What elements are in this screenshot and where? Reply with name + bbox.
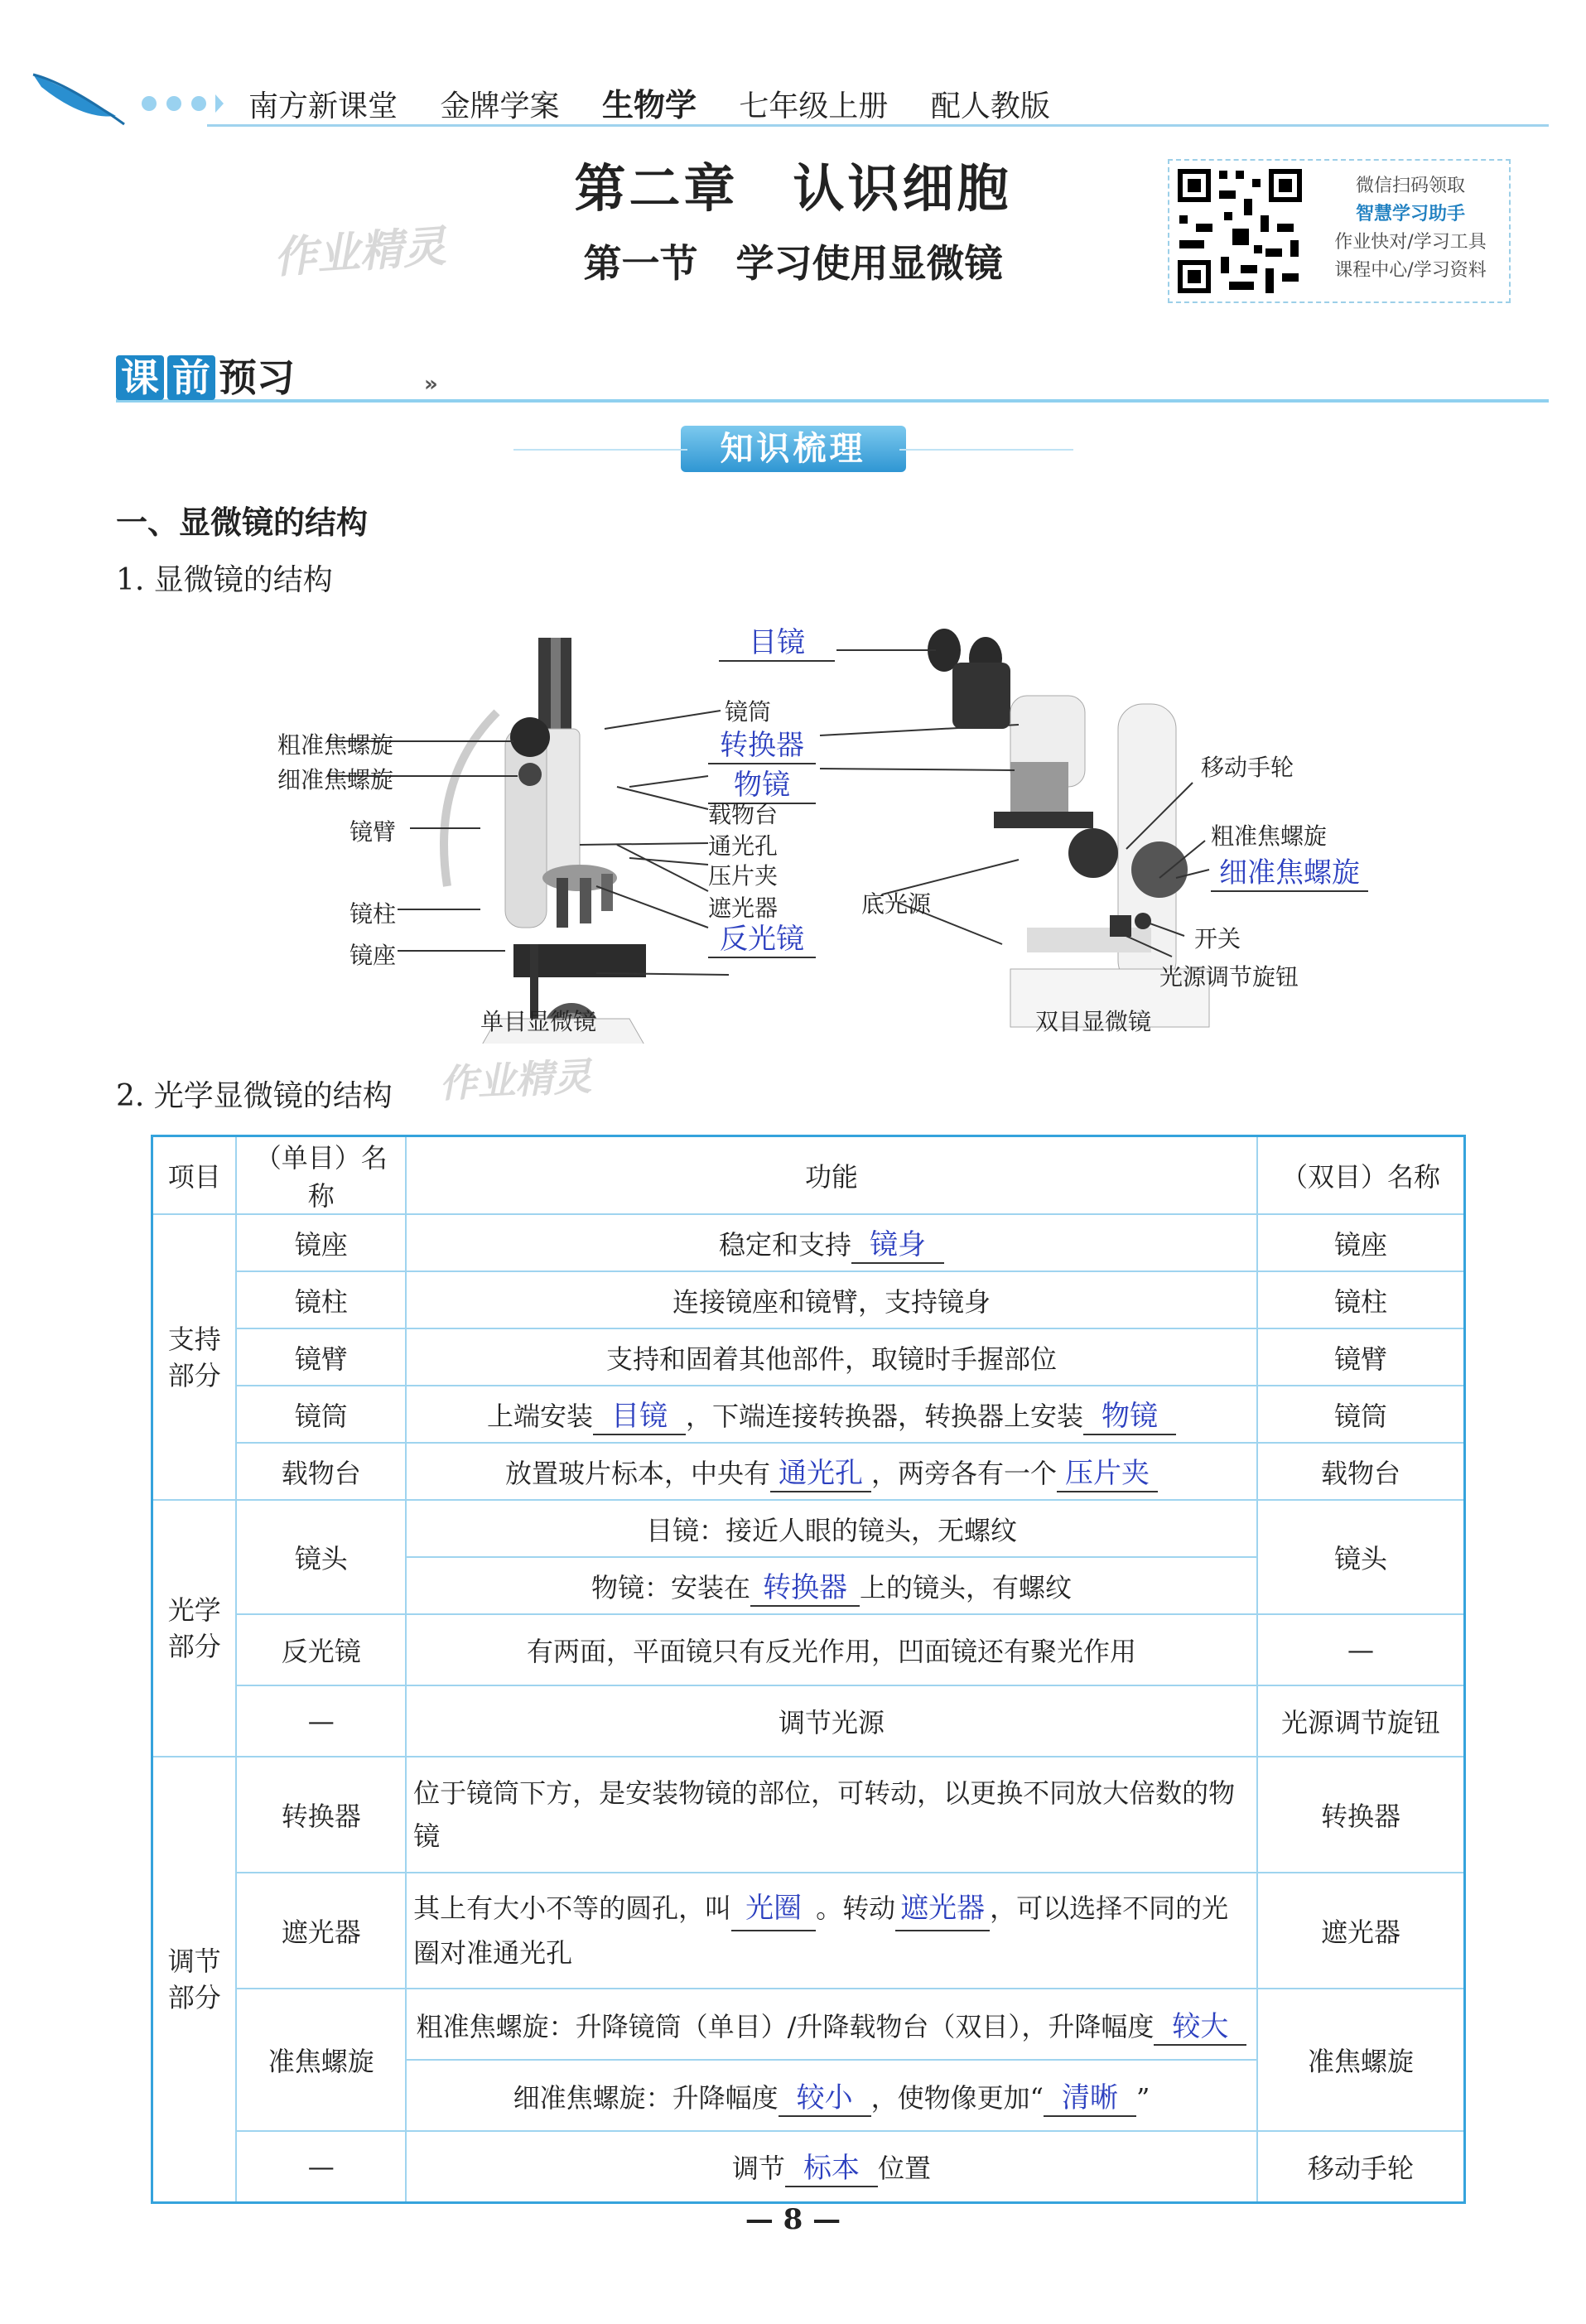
answer: 遮光器 (895, 1887, 990, 1931)
cell-func (406, 1989, 1257, 2060)
cell-func: 连接镜座和镜臂，支持镜身 (406, 1271, 1257, 1328)
lbl-diaphragm: 遮光器 (708, 894, 779, 922)
func-text: ，下端连接转换器，转换器上安装 (686, 1401, 1084, 1432)
preview-tag-2: 前 (167, 355, 215, 400)
heading-structure: 一、显微镜的结构 (116, 504, 369, 541)
func-text: 其上有大小不等的圆孔，叫 (413, 1892, 732, 1924)
cell-func (406, 2131, 1257, 2202)
cell-func (406, 1557, 1257, 1614)
th-mono: （单目）名称 (236, 1136, 406, 1215)
cell-name: — (236, 2131, 406, 2202)
lbl-switch: 开关 (1194, 925, 1241, 952)
cell-name: 反光镜 (236, 1614, 406, 1685)
func-text: ，两旁各有一个 (871, 1458, 1058, 1489)
lbl-light-knob: 光源调节旋钮 (1159, 963, 1299, 991)
lbl-stage: 载物台 (708, 801, 779, 828)
func-text: 。转动 (816, 1892, 896, 1924)
watermark: 作业精灵 (272, 221, 448, 284)
caption-mono: 单目显微镜 (480, 1008, 597, 1035)
cell-bino: 镜头 (1257, 1500, 1465, 1614)
cell-func: 位于镜筒下方，是安装物镜的部位，可转动，以更换不同放大倍数的物镜 (406, 1757, 1257, 1873)
answer: 清晰 (1044, 2075, 1136, 2117)
lbl-right-coarse: 粗准焦螺旋 (1211, 822, 1328, 850)
ans-objective: 物镜 (708, 762, 816, 804)
ans-eyepiece: 目镜 (719, 620, 835, 662)
cell-bino: 载物台 (1257, 1443, 1465, 1500)
cell-bino: 转换器 (1257, 1757, 1465, 1873)
header-text (248, 80, 1083, 125)
lbl-left-base: 镜座 (349, 942, 397, 969)
func-text: 细准焦螺旋：升降幅度 (513, 2081, 779, 2114)
qr-panel (1168, 159, 1511, 303)
cell-func (406, 1214, 1257, 1271)
cell-name: 镜柱 (236, 1271, 406, 1328)
func-text: 上端安装 (486, 1401, 593, 1432)
watermark-2: 作业精灵 (437, 1054, 593, 1107)
ans-mirror: 反光镜 (708, 916, 816, 958)
cell-name: 载物台 (236, 1443, 406, 1500)
preview-tag-3: 预习 (219, 355, 295, 400)
table-row (152, 2131, 1465, 2202)
cell-bino: 准焦螺旋 (1257, 1989, 1465, 2131)
structure-table (151, 1135, 1466, 2204)
cell-func: 有两面，平面镜只有反光作用，凹面镜还有聚光作用 (406, 1614, 1257, 1685)
header-logo (25, 58, 224, 133)
cell-name: — (236, 1685, 406, 1757)
qr-line3: 作业快对/学习工具 (1334, 232, 1487, 253)
qr-line1: 微信扫码领取 (1355, 176, 1465, 196)
cell-func (406, 2060, 1257, 2131)
func-text: 位置 (878, 2153, 932, 2185)
banner-line-left (513, 449, 687, 451)
lbl-left-fine: 细准焦螺旋 (277, 766, 394, 793)
ans-right-fine: 细准焦螺旋 (1211, 850, 1368, 892)
cell-func: 调节光源 (406, 1685, 1257, 1757)
cell-name: 镜筒 (236, 1386, 406, 1443)
lbl-bottom-light: 底光源 (861, 890, 932, 918)
cell-func: 支持和固着其他部件，取镜时手握部位 (406, 1328, 1257, 1386)
ans-nosepiece: 转换器 (708, 722, 816, 764)
lbl-left-coarse: 粗准焦螺旋 (277, 731, 394, 759)
microscope-diagram (0, 613, 1586, 1044)
answer: 物镜 (1083, 1393, 1176, 1435)
group-support-text: 支持部分 (167, 1323, 221, 1391)
knowledge-banner-pill: 知识梳理 (681, 426, 906, 472)
table-row (152, 1386, 1465, 1443)
cell-name: 转换器 (236, 1757, 406, 1873)
lbl-left-arm: 镜臂 (349, 818, 397, 846)
qr-code-icon[interactable] (1174, 166, 1305, 297)
table-row (152, 1873, 1465, 1989)
header-subject: 生物学 (601, 87, 697, 123)
cell-func: 目镜：接近人眼的镜头，无螺纹 (406, 1500, 1257, 1557)
table-row (152, 1685, 1465, 1757)
table-row (152, 1500, 1465, 1557)
answer: 转换器 (750, 1565, 860, 1607)
caption-bino: 双目显微镜 (1035, 1008, 1152, 1035)
header-book: 金牌学案 (440, 89, 560, 123)
cell-bino: 光源调节旋钮 (1257, 1685, 1465, 1757)
func-text: 粗准焦螺旋：升降镜筒（单目）/升降载物台（双目），升降幅度 (416, 2010, 1155, 2042)
chapter-title: 第二章 认识细胞 (574, 158, 1012, 219)
func-text: 放置玻片标本，中央有 (504, 1458, 770, 1489)
table-row (152, 1328, 1465, 1386)
cell-name: 准焦螺旋 (236, 1989, 406, 2131)
heading-structure-2: 2. 光学显微镜的结构 (116, 1079, 393, 1113)
header-divider (207, 124, 1549, 127)
preview-tag-1: 课 (116, 355, 164, 400)
qr-line4: 课程中心/学习资料 (1334, 260, 1487, 281)
feather-logo-icon (25, 58, 224, 133)
cell-name: 镜臂 (236, 1328, 406, 1386)
lbl-left-pillar: 镜柱 (349, 900, 397, 928)
lbl-clip: 压片夹 (708, 862, 779, 890)
answer: 标本 (785, 2145, 878, 2187)
table-row (152, 1443, 1465, 1500)
cell-name: 镜座 (236, 1214, 406, 1271)
table-row (152, 1614, 1465, 1685)
cell-bino: 镜筒 (1257, 1386, 1465, 1443)
lbl-mover: 移动手轮 (1201, 754, 1294, 781)
mono-microscope-drawing (444, 638, 663, 1044)
answer: 光圈 (731, 1887, 816, 1931)
knowledge-banner (0, 426, 1586, 472)
group-adjust (152, 1757, 237, 2202)
group-support (152, 1214, 237, 1500)
banner-line-right (899, 449, 1073, 451)
func-text: 上的镜头，有螺纹 (860, 1572, 1073, 1603)
answer: 目镜 (593, 1393, 686, 1435)
lbl-tube: 镜筒 (725, 698, 772, 726)
cell-name: 遮光器 (236, 1873, 406, 1989)
table-row (152, 1271, 1465, 1328)
cell-bino: 镜臂 (1257, 1328, 1465, 1386)
cell-func (406, 1873, 1257, 1989)
header-grade: 七年级上册 (739, 89, 889, 123)
answer: 较大 (1154, 2003, 1246, 2046)
cell-bino: — (1257, 1614, 1465, 1685)
th-function: 功能 (406, 1136, 1257, 1215)
lbl-hole: 通光孔 (708, 832, 779, 860)
func-text: 物镜：安装在 (591, 1572, 750, 1603)
qr-text (1315, 172, 1506, 285)
cell-bino: 镜座 (1257, 1214, 1465, 1271)
cell-bino: 镜柱 (1257, 1271, 1465, 1328)
cell-bino: 遮光器 (1257, 1873, 1465, 1989)
func-text: ，使物像更加“ (870, 2081, 1044, 2114)
header-series: 南方新课堂 (248, 89, 398, 123)
page-number: — 8 — (745, 2203, 841, 2236)
table-row (152, 1214, 1465, 1271)
heading-structure-1: 1. 显微镜的结构 (116, 563, 333, 597)
func-text: ” (1136, 2081, 1150, 2114)
func-text: 调节 (731, 2153, 785, 2185)
th-bino: （双目）名称 (1257, 1136, 1465, 1215)
answer: 镜身 (851, 1222, 944, 1264)
answer: 压片夹 (1057, 1450, 1158, 1492)
group-optical (152, 1500, 237, 1757)
double-chevron-icon: » (424, 372, 438, 397)
func-text: 稳定和支持 (719, 1229, 852, 1261)
table-header-row (152, 1136, 1465, 1215)
section-title: 第一节 学习使用显微镜 (583, 241, 1003, 286)
cell-func (406, 1443, 1257, 1500)
group-adjust-text: 调节部分 (167, 1945, 221, 2013)
cell-bino: 移动手轮 (1257, 2131, 1465, 2202)
th-item: 项目 (152, 1136, 237, 1215)
answer: 较小 (779, 2075, 871, 2117)
header-edition: 配人教版 (930, 89, 1050, 123)
cell-func (406, 1386, 1257, 1443)
table-row (152, 1989, 1465, 2060)
answer: 通光孔 (770, 1450, 871, 1492)
table-row (152, 1757, 1465, 1873)
cell-name: 镜头 (236, 1500, 406, 1614)
preview-tag (116, 348, 438, 400)
group-optical-text: 光学部分 (167, 1594, 221, 1662)
qr-line2: 智慧学习助手 (1355, 204, 1465, 224)
func-text: ，可以选择不同的光圈对准通光孔 (413, 1892, 1229, 1969)
